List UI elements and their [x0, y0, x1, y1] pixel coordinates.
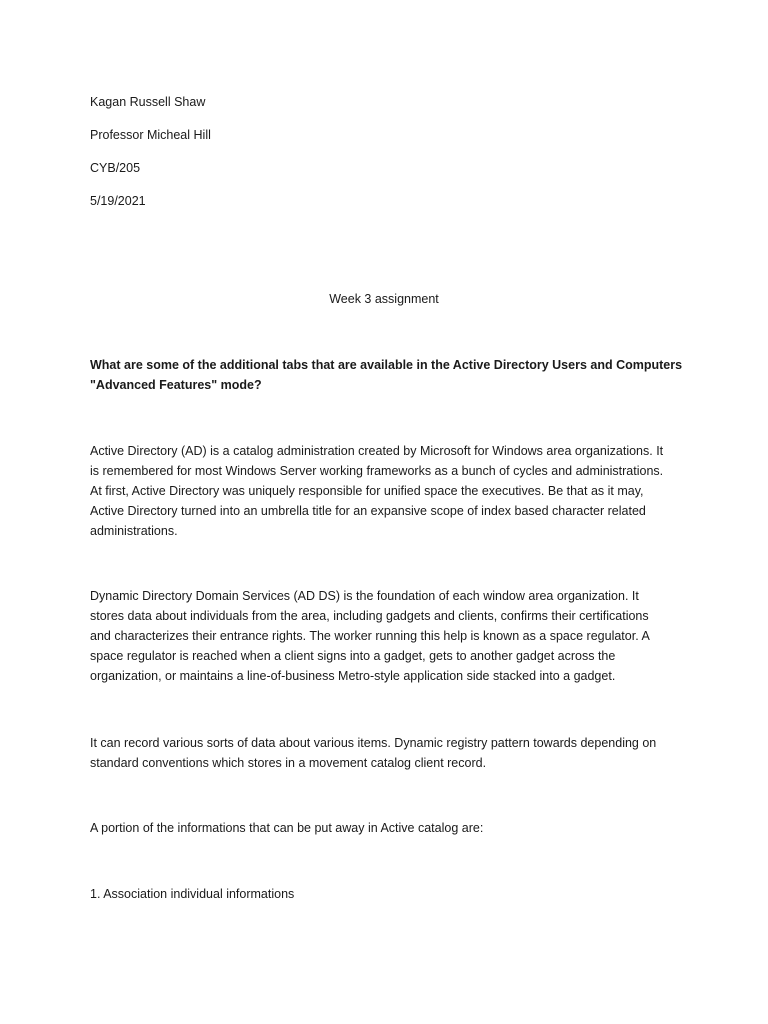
paragraph-line: Active Directory turned into an umbrella title for an expansive scope of index based character related: [90, 504, 646, 518]
paragraph-line: organization, or maintains a line-of-business Metro-style application side stacked into a gadget.: [90, 669, 616, 683]
course-code: CYB/205: [90, 161, 141, 175]
paragraph-line: is remembered for most Windows Server working frameworks as a bunch of cycles and administrations.: [90, 464, 664, 478]
list-item-text: 1. Association individual informations: [90, 887, 295, 901]
question: [90, 355, 683, 395]
paragraph-line: At first, Active Directory was uniquely responsible for unified space the executives. Be that as it may,: [90, 484, 644, 498]
paragraph-line: Active Directory (AD) is a catalog administration created by Microsoft for Windows area organizations. It: [90, 444, 664, 458]
paragraph-line: A portion of the informations that can be put away in Active catalog are:: [90, 821, 484, 835]
paragraph-line: Dynamic Directory Domain Services (AD DS) is the foundation of each window area organization. It: [90, 589, 639, 603]
paragraph-line: stores data about individuals from the area, including gadgets and clients, confirms their certifications: [90, 609, 649, 623]
paragraph-active-directory: [90, 441, 680, 541]
paragraph-line: standard conventions which stores in a movement catalog client record.: [90, 756, 487, 770]
paragraph-line: and characterizes their entrance rights. The worker running this help is known as a space regulator. A: [90, 629, 650, 643]
professor-name: Professor Micheal Hill: [90, 128, 211, 142]
question-line: What are some of the additional tabs that are available in the Active Directory Users and Computers: [90, 358, 683, 372]
paragraph-line: administrations.: [90, 524, 178, 538]
paragraph-line: space regulator is reached when a client signs into a gadget, gets to another gadget across the: [90, 649, 616, 663]
paragraph-ad-ds: [90, 586, 680, 686]
question-line: "Advanced Features" mode?: [90, 378, 262, 392]
paragraph-line: It can record various sorts of data about various items. Dynamic registry pattern towards depending on: [90, 736, 657, 750]
assignment-title: Week 3 assignment: [329, 292, 439, 306]
list-item: [90, 884, 680, 904]
paragraph-data-records: [90, 733, 680, 773]
author-name: Kagan Russell Shaw: [90, 95, 206, 109]
date: 5/19/2021: [90, 194, 146, 208]
paragraph-information-intro: [90, 818, 680, 838]
